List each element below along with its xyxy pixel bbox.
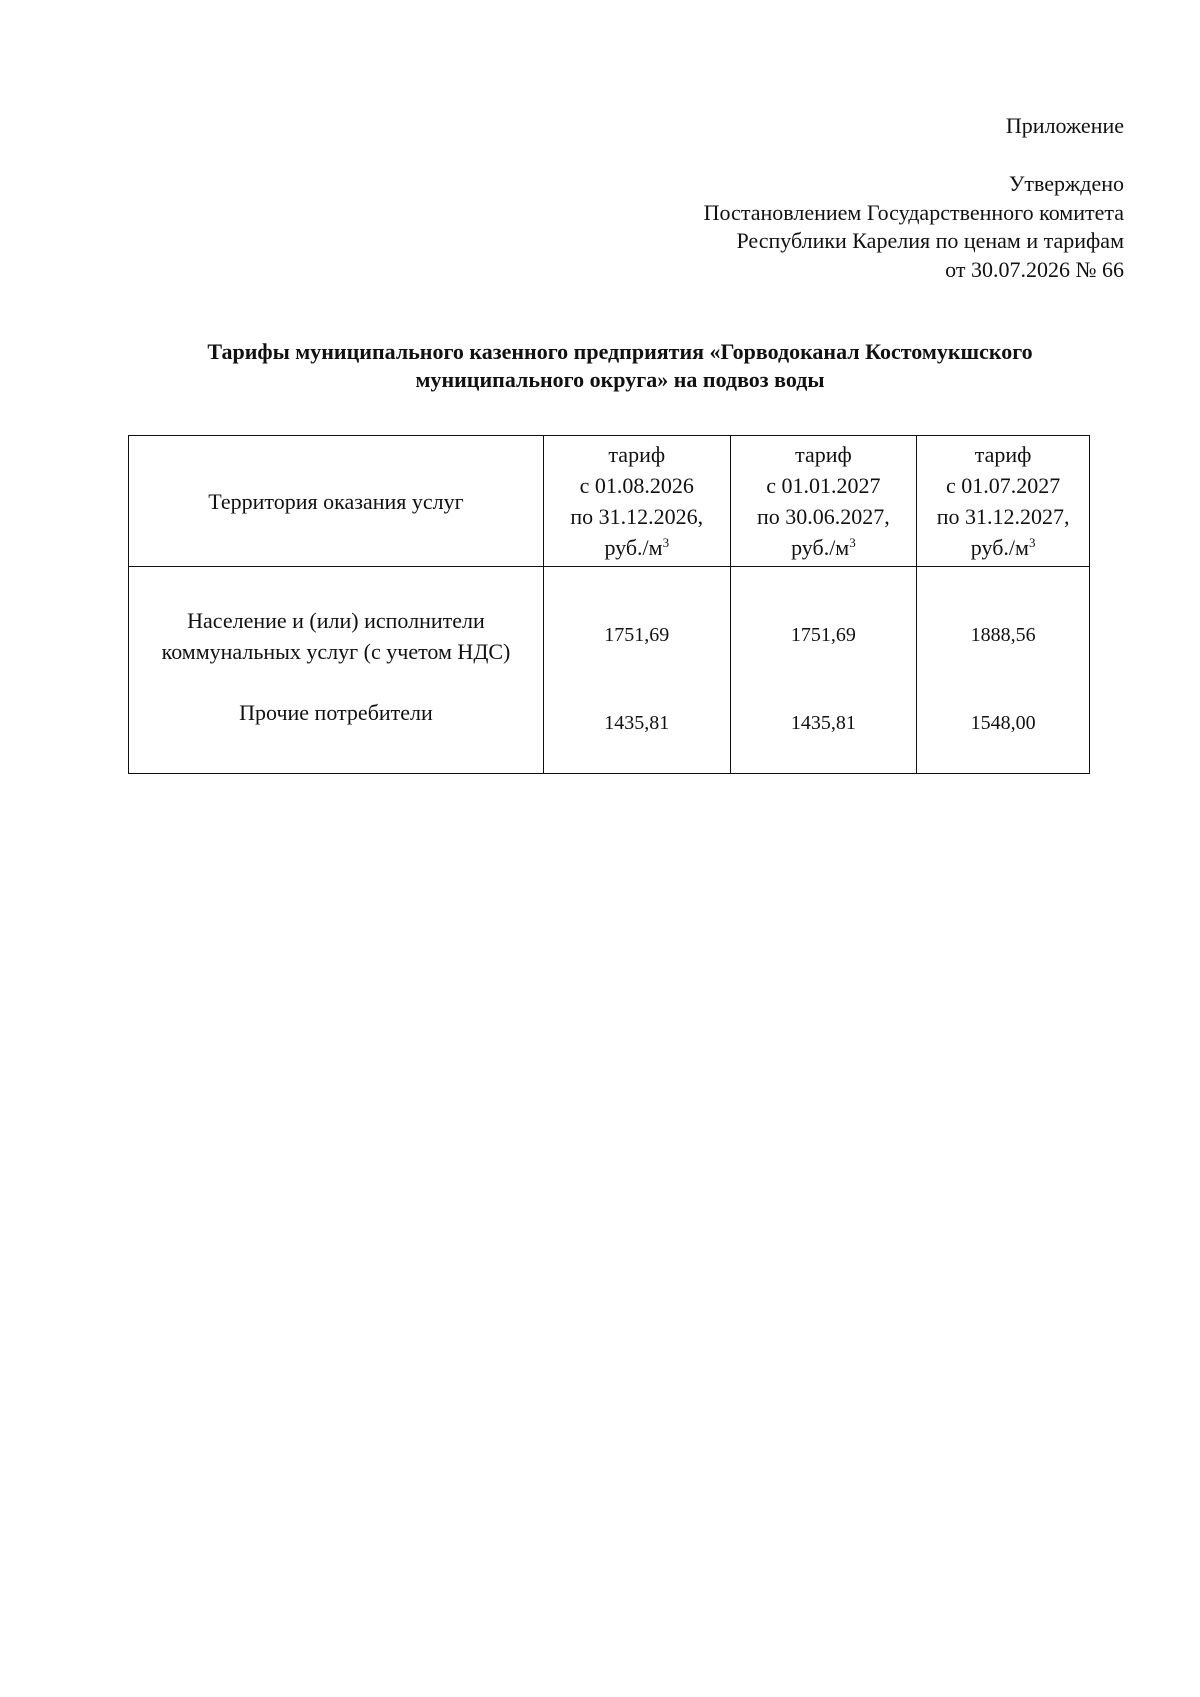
unit-text: руб./м [970,535,1029,560]
unit-superscript: 3 [662,535,670,550]
table-header-row [129,436,1090,567]
tariff-period-3-cell [917,567,1090,774]
approval-line: Постановлением Государственного комитета [703,199,1124,225]
tariff-period-2-cell [730,567,917,774]
row-label-other [129,697,543,728]
header-line: с 01.01.2027 [766,473,881,498]
header-line: тариф [795,442,852,467]
tariff-period-1-cell [543,567,730,774]
table-cell-value: 1548,00 [970,712,1036,734]
table-cell-value: 1751,69 [790,624,856,646]
header-line: с 01.07.2027 [945,473,1061,498]
unit-superscript: 3 [1028,535,1036,550]
table-cell-value: 1888,56 [970,624,1036,646]
unit-superscript: 3 [849,535,856,550]
approval-line: Утверждено [1008,171,1124,196]
row-label-line: Население и (или) исполнители [187,608,485,633]
header-unit [544,532,730,563]
header-tariff-period-1 [543,436,730,567]
header-line: тариф [974,442,1032,467]
title-line: Тарифы муниципального казенного предприятия «Горводоканал Костомукшского [207,339,1033,364]
unit-text: руб./м [791,535,850,560]
approval-line: Республики Карелия по ценам и тарифам [736,228,1124,253]
header-line: по 31.12.2027, [936,504,1070,529]
table-cell-value: 1435,81 [604,712,670,734]
unit-text: руб./м [604,535,663,560]
title-line: муниципального округа» на подвоз воды [415,367,825,392]
tariff-table [128,435,1090,774]
header-line: по 31.12.2026, [570,504,704,529]
header-unit [917,532,1089,563]
row-label-line: коммунальных услуг (с учетом НДС) [161,639,511,664]
table-cell-value: 1435,81 [790,712,856,734]
header-territory [129,436,544,567]
header-tariff-period-3 [917,436,1090,567]
table-body-row [129,567,1090,774]
approval-date-line: от 30.07.2026 № 66 [945,256,1124,282]
appendix-label: Приложение [1005,113,1124,138]
table-cell-value: 1751,69 [604,624,670,646]
header-unit [731,532,917,563]
header-line: с 01.08.2026 [579,473,694,498]
header-tariff-period-2 [730,436,917,567]
territory-cell [129,567,544,774]
header-line: тариф [608,442,666,467]
approval-block [704,170,1124,284]
row-label-line: Прочие потребители [239,700,433,725]
header-line: по 30.06.2027, [757,504,890,529]
header-territory-label: Территория оказания услуг [208,488,464,514]
document-title [130,338,1110,394]
row-label-population [129,605,543,667]
